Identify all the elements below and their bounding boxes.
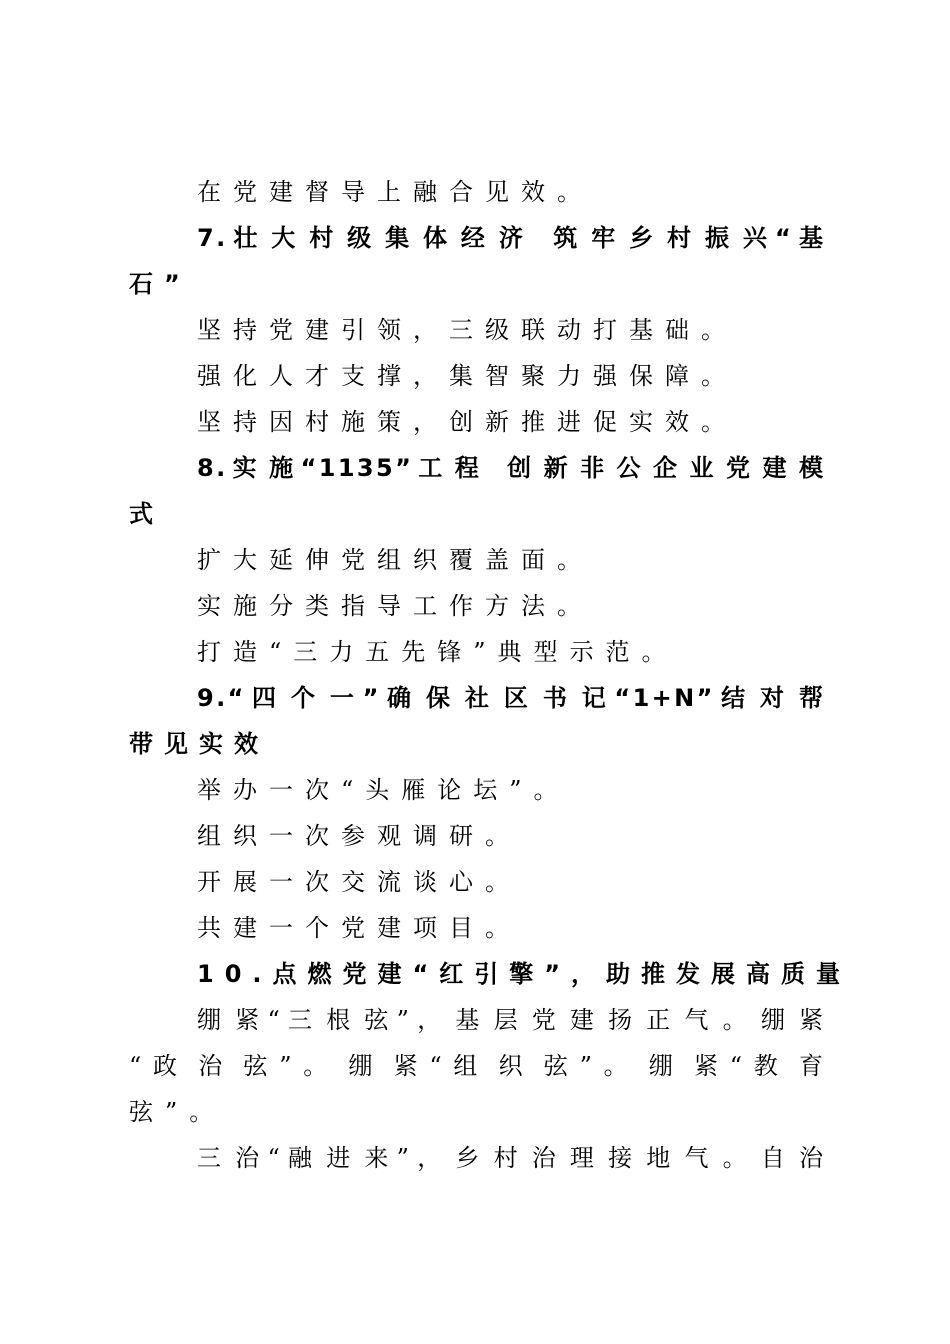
body-line: 坚持党建引领，三级联动打基础。 bbox=[197, 316, 737, 344]
body-line: 弦”。 bbox=[129, 1098, 226, 1126]
body-line: 三 治 “ 融 进 来 ” ， 乡 村 治 理 接 地 气 。 自 治 bbox=[197, 1144, 823, 1172]
section-heading-continued: 带见实效 bbox=[129, 730, 269, 758]
body-line: 打造“三力五先锋”典型示范。 bbox=[197, 638, 678, 666]
body-line: 坚持因村施策，创新推进促实效。 bbox=[197, 408, 737, 436]
section-heading-continued: 石” bbox=[129, 270, 191, 298]
body-line: 在党建督导上融合见效。 bbox=[197, 178, 593, 206]
section-heading: 8 . 实 施 “ 1 1 3 5 ” 工 程 创 新 非 公 企 业 党 建 模 bbox=[197, 454, 823, 482]
body-line: “ 政 治 弦 ” 。 绷 紧 “ 组 织 弦 ” 。 绷 紧 “ 教 育 bbox=[129, 1052, 823, 1080]
body-line: 扩大延伸党组织覆盖面。 bbox=[197, 546, 593, 574]
body-line: 举办一次“头雁论坛”。 bbox=[197, 776, 570, 804]
body-line: 强化人才支撑，集智聚力强保障。 bbox=[197, 362, 737, 390]
body-line: 开展一次交流谈心。 bbox=[197, 868, 521, 896]
body-line: 绷 紧 “ 三 根 弦 ” ， 基 层 党 建 扬 正 气 。 绷 紧 bbox=[197, 1006, 823, 1034]
section-heading: 10.点燃党建“红引擎”，助推发展高质量 bbox=[197, 960, 852, 988]
body-line: 共建一个党建项目。 bbox=[197, 914, 521, 942]
section-heading-continued: 式 bbox=[129, 500, 164, 528]
section-heading: 9 . “ 四 个 一 ” 确 保 社 区 书 记 “ 1 + N ” 结 对 帮 bbox=[197, 684, 823, 712]
section-heading: 7 . 壮 大 村 级 集 体 经 济 筑 牢 乡 村 振 兴 “ 基 bbox=[197, 224, 823, 252]
body-line: 实施分类指导工作方法。 bbox=[197, 592, 593, 620]
body-line: 组织一次参观调研。 bbox=[197, 822, 521, 850]
